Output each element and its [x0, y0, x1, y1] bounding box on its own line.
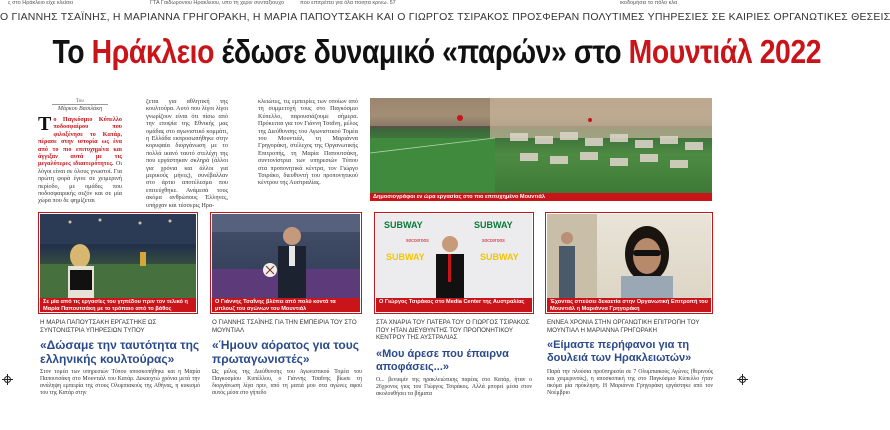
feature-3-caption: Ο Γιώργος Τσιράκος στο Media Center της Αυστραλίας	[376, 298, 532, 312]
woman-stadium-illustration	[40, 214, 196, 298]
press-room-caption: Δημοσιογράφοι εν ώρα εργασίας στο πιο επιτυχημένο Μουντιάλ	[370, 193, 712, 201]
svg-text:socceroos: socceroos	[406, 238, 429, 244]
top-snippet-middle2: που επιτρέπει για όλα ποιητα κρινω. 57	[300, 0, 396, 6]
intro-column	[38, 113, 123, 205]
headline-part-4: Μουντιάλ 2022	[628, 33, 822, 70]
feature-4-photo	[547, 214, 711, 298]
headline-part-3: έδωσε δυναμικό «παρών» στο	[214, 33, 629, 70]
top-snippet-right: ικοδομήσει το πόλο κλα	[620, 0, 678, 6]
feature-3-quote: «Μου άρεσε που έπαιρνα αποφάσεις...»	[376, 348, 509, 373]
top-snippet-row	[0, 0, 750, 8]
byline-name: Μάρκου Βασιλάκη	[57, 106, 103, 112]
subway-backdrop-illustration	[376, 214, 532, 298]
top-snippet-left: ς στο Ηράκλειο είχε κλείσει	[8, 0, 74, 6]
intro-text: Οι λόγοι είναι σε όλους γνωστοί. Για πρώτη φορά έγινε σε χειμερινή περίοδο, με ομάδες που ποδοσφαιρικής σεζόν και σε μία χώρα που δε φημίζεται	[38, 160, 123, 205]
byline-label: Του	[76, 99, 84, 104]
feature-2-quote: «Ήμουν αόρατος για τους πρωταγωνιστές»	[212, 338, 359, 366]
svg-text:SUBWAY: SUBWAY	[384, 220, 423, 230]
feature-3-photo	[376, 214, 532, 298]
feature-2-body: Ως μέλος της Διεύθυνσης του Αγωνιστικού Τομέα του Παγκοσμίου Κυπέλλου, ο Γιάννης Τσαΐνης βίωσε τη διοργάνωση λίγα πριν, από τη ματιά μου στα αγώνες αφού αυτός μέσα στο γήπεδο	[212, 369, 362, 396]
feature-1-photo	[40, 214, 196, 298]
registration-mark-right	[739, 376, 746, 383]
feature-2-photo	[212, 214, 360, 298]
body-column-3: κλειώτες, τις εμπειρίες των οποίων από τη συμμετοχή τους στο Παγκόσμιο Κύπελλο, παρουσιάζουμε σήμερα. Πρόκειται για τον Γιάννη Τσαΐνη, μέλος της Διεύθυνσης του Αγωνιστικού Τομέα του Μουντιάλ, τη Μαριάννα Γρηγοράκη, στέλεχος της Οργανωτικής Επιτροπής, τη Μαρία Παπουτσάκη, συντονίστρια των υπηρεσιών Τύπου στα προπονητικά κέντρα, τον Γιώργο Τσιράκο, διευθυντή του προπονητικού κέντρου της Αυστραλίας.	[258, 98, 358, 187]
feature-1-caption: Σε μία από τις εργασίες του γηπέδου πριν τον τελικό η Μαρία Παπουτσάκη με το τρόπαιο από το βάθος	[40, 298, 196, 312]
svg-text:SUBWAY: SUBWAY	[386, 252, 425, 262]
man-with-ball-illustration	[212, 214, 360, 298]
headline	[52, 33, 822, 71]
headline-part-1: Το	[52, 33, 92, 70]
top-snippet-middle1: ΓΤΑ Γαιδωρονιου Ηρακλειου, υπο τη χεριν συνταξιουχο	[150, 0, 285, 6]
svg-text:SUBWAY: SUBWAY	[480, 252, 519, 262]
byline-rule	[52, 104, 108, 105]
intro-lead: ο Παγκόσμιο Κύπελλο ποδοσφαίρου που φιλοξένησε το Κατάρ, πέρασε στην ιστορία ως ένα από το πιο επιτυχημένα και άγγιξαν αυτά με τις μεγαλύτερες ιδιαιτερότητες.	[38, 116, 122, 168]
feature-1-label: Η ΜΑΡΙΑ ΠΑΠΟΥΤΣΑΚΗ ΕΡΓΑΣΤΗΚΕ ΩΣ ΣΥΝΤΟΝΙΣΤΡΙΑ ΥΠΗΡΕΣΙΩΝ ΤΥΠΟΥ	[40, 319, 157, 334]
body-column-2: ζεται για αθλητική της κουλτούρα. Αυτό που λίγοι λίγοι γνωρίζουν είναι ότι πίσω από την εποψία της Εθνικής μας ομάδας στο αγωνιστικό κομμάτι, η Ελλάδα εκπροσωπήθηκε στην κορυφαία διοργάνωση με το πολλά ικανό ταυτό στελέχη της που εργάστηκαν σκληρά (άλλοι για χρόνια και άλλοι για μερικούς μήνες), συνέβαλλαν στο άρτιο αποτέλεσμα που επιτεύχθηκε. Ανάμεσά τους ακόμα ανθρώπους Έλληνες, υπήρχαν και τέσσερις Ηρα-	[146, 98, 228, 209]
svg-text:socceroos: socceroos	[482, 238, 505, 244]
feature-4-body: Παρά την πλούσια προϋπηρεσία σε 7 Ολυμπιακούς Αγώνες (θερινούς και χειμερινούς), η αποσκοπική της στο Παγκόσμιο Κύπελλο ήταν ακόμα μία πρόκληση. Η Μαριάννα Γρηγοράκη εργάστηκε από τον Νοέμβριο	[547, 369, 713, 396]
feature-3-label: ΣΤΑ ΧΝΑΡΙΑ ΤΟΥ ΠΑΤΕΡΑ ΤΟΥ Ο ΓΙΩΡΓΟΣ ΤΣΙΡΑΚΟΣ ΠΟΥ ΗΤΑΝ ΔΙΕΥΘΥΝΤΗΣ ΤΟΥ ΠΡΟΠΟΝΗΤΙΚΟΥ ΚΕΝΤΡΟΥ ΤΗΣ ΑΥΣΤΡΑΛΙΑΣ	[376, 319, 530, 341]
feature-2-label: Ο ΓΙΑΝΝΗΣ ΤΣΑΪΝΗΣ ΓΙΑ ΤΗΝ ΕΜΠΕΙΡΙΑ ΤΟΥ ΣΤΟ ΜΟΥΝΤΙΑΛ	[212, 319, 357, 334]
woman-sunglasses-illustration	[547, 214, 711, 298]
registration-mark-left	[4, 376, 11, 383]
feature-4-label: ΕΝΝΕΑ ΧΡΟΝΙΑ ΣΤΗΝ ΟΡΓΑΝΩΤΙΚΗ ΕΠΙΤΡΟΠΗ ΤΟΥ ΜΟΥΝΤΙΑΛ Η ΜΑΡΙΑΝΝΑ ΓΡΗΓΟΡΑΚΗ	[547, 319, 700, 334]
feature-4-quote: «Είμαστε περήφανοι για τη δουλειά των Ηρακλειωτών»	[547, 339, 692, 364]
press-room-photo	[370, 98, 712, 193]
dropcap: Τ	[38, 113, 52, 135]
feature-3-body: Ο... βενιαμίν της ηρακλειώτικης παρέας στο Κατάρ, ήταν ο 26χρονος γιος του Γιώργος Τσιράκος. Αλλά μπορεί μέσα στον ακολουθήσει τα βήματα	[376, 377, 532, 397]
kicker: Ο ΓΙΑΝΝΗΣ ΤΣΑΪΝΗΣ, Η ΜΑΡΙΑΝΝΑ ΓΡΗΓΟΡΑΚΗ, Η ΜΑΡΙΑ ΠΑΠΟΥΤΣΑΚΗ ΚΑΙ Ο ΓΙΩΡΓΟΣ ΤΣΙΡΑΚΟΣ ΠΡΟΣΦΕΡΑΝ ΠΟΛΥΤΙΜΕΣ ΥΠΗΡΕΣΙΕΣ ΣΕ ΚΑΙΡΙΕΣ ΟΡΓΑΝΩΤΙΚΕΣ ΘΕΣΕΙΣ	[0, 11, 890, 23]
svg-text:SUBWAY: SUBWAY	[474, 220, 513, 230]
feature-2-caption: Ο Γιάννης Τσαΐνης βλέπει από πολύ κοντά τα μπλουζ του αγώνων του Μουντιάλ	[212, 298, 360, 312]
headline-part-2: Ηράκλειο	[91, 33, 215, 70]
feature-1-quote: «Δώσαμε την ταυτότητα της ελληνικής κουλτούρας»	[40, 338, 200, 366]
feature-4-caption: Έχοντας σπεύσει δεκαετία στην Οργανωτική Επιτροπή του Μουντιάλ η Μαριάννα Γρηγοράκη	[547, 298, 711, 312]
feature-1-body: Στον τομέα των υπηρεσιών Τύπου αποσκοπήθηκε και η Μαρία Παπουτσάκη στο Μουντιάλ του Κατάρ. Δεκαοχτώ χρόνια μετά την ανάληψη εμπειρία της στους Ολυμπιακούς της Αθήνας, η κυκισμό του της Κατάρ στην	[40, 369, 200, 396]
press-room-illustration	[370, 98, 712, 193]
